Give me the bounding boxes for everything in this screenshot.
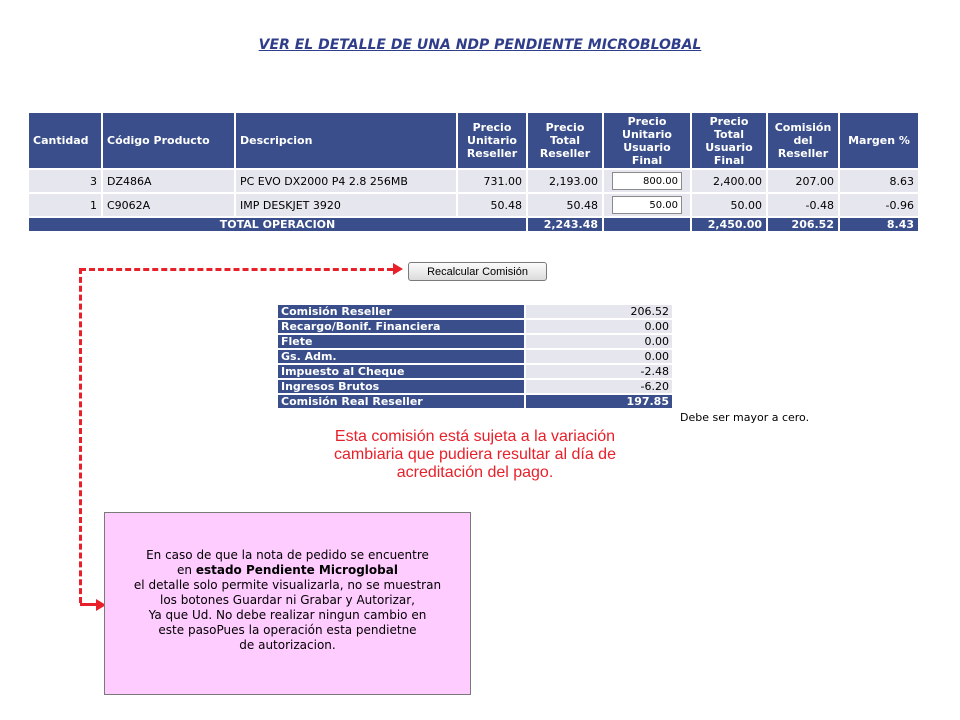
total-margen: 8.43 (840, 218, 918, 231)
col-pt-reseller (528, 113, 602, 168)
col-pt-final-l2: Total (713, 127, 745, 141)
warning-line: Esta comisión está sujeta a la variación (334, 428, 616, 445)
dashed-arrow-top-segment (80, 268, 393, 271)
commission-label: Comisión Real Reseller (278, 395, 524, 408)
col-pu-final-l3: Usuario (623, 140, 671, 154)
commission-value: -2.48 (526, 365, 672, 378)
table-row (29, 194, 918, 216)
commission-row (278, 350, 672, 363)
info-line: de autorizacion. (239, 638, 336, 652)
cell-pu-reseller: 50.48 (458, 194, 526, 216)
cell-margen: 8.63 (840, 170, 918, 192)
col-pu-final-l4: Final (631, 153, 663, 167)
cell-descripcion: PC EVO DX2000 P4 2.8 256MB (236, 170, 456, 192)
col-comision-l3: Reseller (777, 147, 829, 160)
col-pu-reseller-l3: Reseller (466, 147, 518, 160)
commission-value: 0.00 (526, 320, 672, 333)
commission-row (278, 335, 672, 348)
col-pu-final-l2: Unitario (622, 127, 672, 141)
col-comision-l2: del (793, 134, 813, 147)
col-pt-final (692, 113, 766, 168)
cell-pt-final: 50.00 (692, 194, 766, 216)
col-pt-final-l1: Precio (709, 114, 749, 128)
col-cantidad: Cantidad (29, 113, 101, 168)
col-pt-final-l3: Usuario (705, 140, 753, 154)
commission-row (278, 380, 672, 393)
cell-comision: -0.48 (768, 194, 838, 216)
info-line: el detalle solo permite visualizarla, no se muestran (133, 578, 442, 592)
commission-value: 197.85 (526, 395, 672, 408)
col-pt-final-l4: Final (713, 153, 745, 167)
cell-codigo: C9062A (103, 194, 234, 216)
info-line: En caso de que la nota de pedido se encuentre (146, 548, 429, 562)
col-pu-final (604, 113, 690, 168)
table-row (29, 170, 918, 192)
dashed-arrow-icon (79, 268, 82, 603)
col-descripcion: Descripcion (236, 113, 456, 168)
col-pu-reseller-l1: Precio (472, 121, 512, 134)
order-detail-table (27, 111, 920, 233)
col-pu-reseller-l2: Unitario (467, 134, 517, 147)
commission-table (276, 303, 674, 410)
col-comision (768, 113, 838, 168)
col-pt-reseller-l2: Total (549, 134, 581, 147)
col-margen: Margen % (840, 113, 918, 168)
col-pu-reseller (458, 113, 526, 168)
info-line: los botones Guardar ni Grabar y Autorizar, (159, 593, 415, 607)
commission-row (278, 305, 672, 318)
info-line-prefix: en (177, 563, 196, 577)
cell-codigo: DZ486A (103, 170, 234, 192)
cell-pt-final: 2,400.00 (692, 170, 766, 192)
commission-label: Comisión Reseller (278, 305, 524, 318)
total-row (29, 218, 918, 231)
total-pt-reseller: 2,243.48 (528, 218, 602, 231)
commission-value: 206.52 (526, 305, 672, 318)
commission-value: -6.20 (526, 380, 672, 393)
cell-cantidad: 1 (29, 194, 101, 216)
commission-final-row (278, 395, 672, 408)
cell-pt-reseller: 2,193.00 (528, 170, 602, 192)
commission-note: Debe ser mayor a cero. (680, 411, 810, 424)
cell-descripcion: IMP DESKJET 3920 (236, 194, 456, 216)
commission-value: 0.00 (526, 350, 672, 363)
commission-label: Ingresos Brutos (278, 380, 524, 393)
commission-label: Gs. Adm. (278, 350, 524, 363)
page-title: VER EL DETALLE DE UNA NDP PENDIENTE MICROBLOBAL (258, 37, 702, 53)
cell-pu-reseller: 731.00 (458, 170, 526, 192)
cell-cantidad: 3 (29, 170, 101, 192)
total-pt-final: 2,450.00 (692, 218, 766, 231)
col-codigo: Código Producto (103, 113, 234, 168)
info-line: este pasoPues la operación esta pendietne (158, 623, 417, 637)
total-label: TOTAL OPERACION (29, 218, 526, 231)
cell-pt-reseller: 50.48 (528, 194, 602, 216)
warning-line: acreditación del pago. (396, 464, 554, 481)
pu-final-input[interactable] (612, 196, 682, 214)
col-pt-reseller-l3: Reseller (539, 147, 591, 160)
commission-row (278, 320, 672, 333)
total-comision: 206.52 (768, 218, 838, 231)
cell-margen: -0.96 (840, 194, 918, 216)
commission-row (278, 365, 672, 378)
commission-value: 0.00 (526, 335, 672, 348)
info-line: Ya que Ud. No debe realizar ningun cambio en (148, 608, 427, 622)
cell-pu-final (604, 194, 690, 216)
commission-label: Recargo/Bonif. Financiera (278, 320, 524, 333)
pu-final-input[interactable] (612, 172, 682, 190)
exchange-warning (290, 428, 660, 482)
arrow-head-right-icon (393, 263, 403, 275)
info-line-bold: estado Pendiente Microglobal (195, 563, 398, 577)
col-pt-reseller-l1: Precio (545, 121, 585, 134)
cell-comision: 207.00 (768, 170, 838, 192)
col-comision-l1: Comisión (774, 121, 832, 134)
table-header-row (29, 113, 918, 168)
commission-label: Impuesto al Cheque (278, 365, 524, 378)
cell-pu-final (604, 170, 690, 192)
info-box (104, 512, 471, 695)
recalcular-comision-button[interactable]: Recalcular Comisión (408, 262, 547, 281)
col-pu-final-l1: Precio (627, 114, 667, 128)
warning-line: cambiaria que pudiera resultar al día de (334, 446, 616, 463)
commission-label: Flete (278, 335, 524, 348)
total-pu-final (604, 218, 690, 231)
